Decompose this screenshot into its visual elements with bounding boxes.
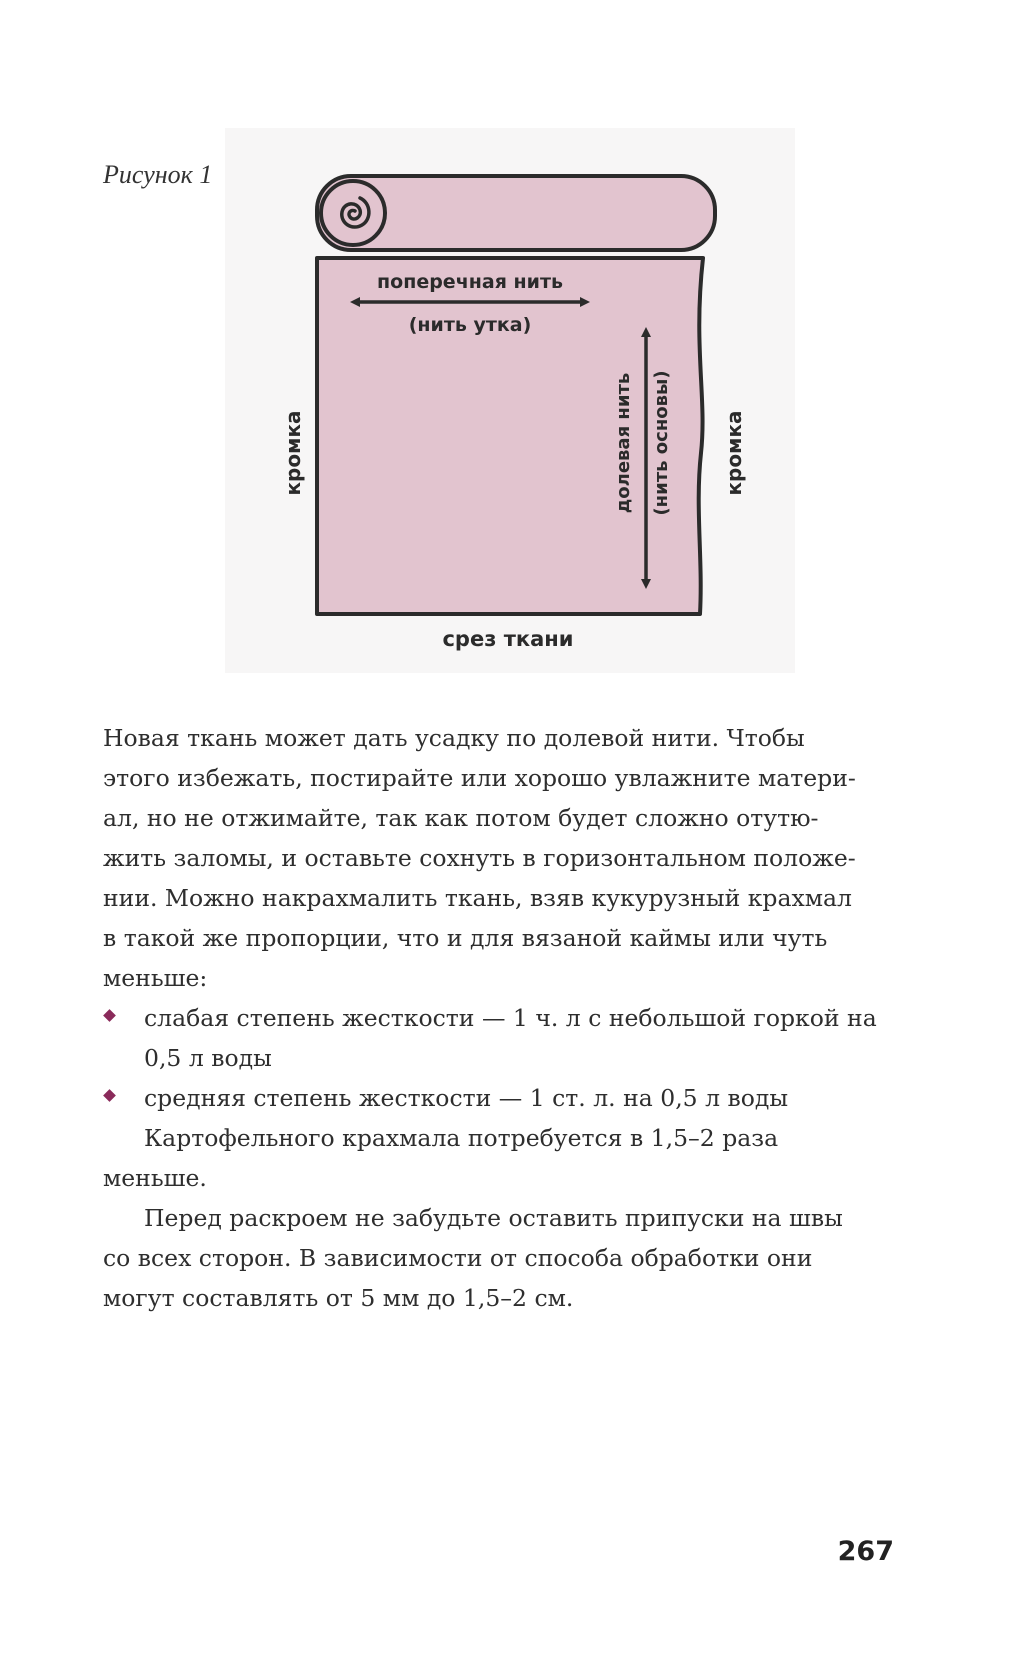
cut-edge-label: срез ткани [442,627,574,651]
weft-label-1: поперечная нить [377,271,563,293]
bullet-item-2 [103,1078,893,1118]
text-line: в такой же пропорции, что и для вязаной каймы или чуть [103,924,828,952]
paragraph-2 [103,1118,893,1198]
body-text [103,718,893,1318]
warp-label-1: долевая нить [613,372,634,514]
roll-end-circle [321,181,385,245]
text-line: жить заломы, и оставьте сохнуть в горизонтальном положе- [103,844,856,872]
text-line: меньше: [103,964,208,992]
bullet-text: средняя степень жесткости — 1 ст. л. на 0,5 л воды [144,1084,789,1112]
warp-label-2: (нить основы) [651,370,672,516]
bullet-item-1 [103,998,893,1078]
weft-label-2: (нить утка) [408,314,532,336]
selvage-right-label: кромка [722,410,746,496]
bullet-text: слабая степень жесткости — 1 ч. л с небольшой горкой на [144,1004,877,1032]
fabric-diagram-svg [225,128,795,673]
bullet-text-cont: 0,5 л воды [144,1044,272,1072]
figure-caption: Рисунок 1 [103,160,213,189]
paragraph-3 [103,1198,893,1318]
text-line: Новая ткань может дать усадку по долевой нити. Чтобы [103,724,805,752]
text-line: меньше. [103,1164,207,1192]
text-line: Перед раскроем не забудьте оставить припуски на швы [144,1204,843,1232]
diamond-bullet-icon [103,1009,116,1022]
text-line: нии. Можно накрахмалить ткань, взяв кукурузный крахмал [103,884,852,912]
text-line: могут составлять от 5 мм до 1,5–2 см. [103,1284,574,1312]
fabric-diagram [225,128,795,673]
text-line: со всех сторон. В зависимости от способа обработки они [103,1244,813,1272]
paragraph-1 [103,718,893,998]
page-number: 267 [837,1536,894,1567]
diamond-bullet-icon [103,1089,116,1102]
selvage-left-label: кромка [281,410,305,496]
text-line: этого избежать, постирайте или хорошо увлажните матери- [103,764,856,792]
text-line: Картофельного крахмала потребуется в 1,5–2 раза [144,1124,779,1152]
text-line: ал, но не отжимайте, так как потом будет сложно отутю- [103,804,819,832]
